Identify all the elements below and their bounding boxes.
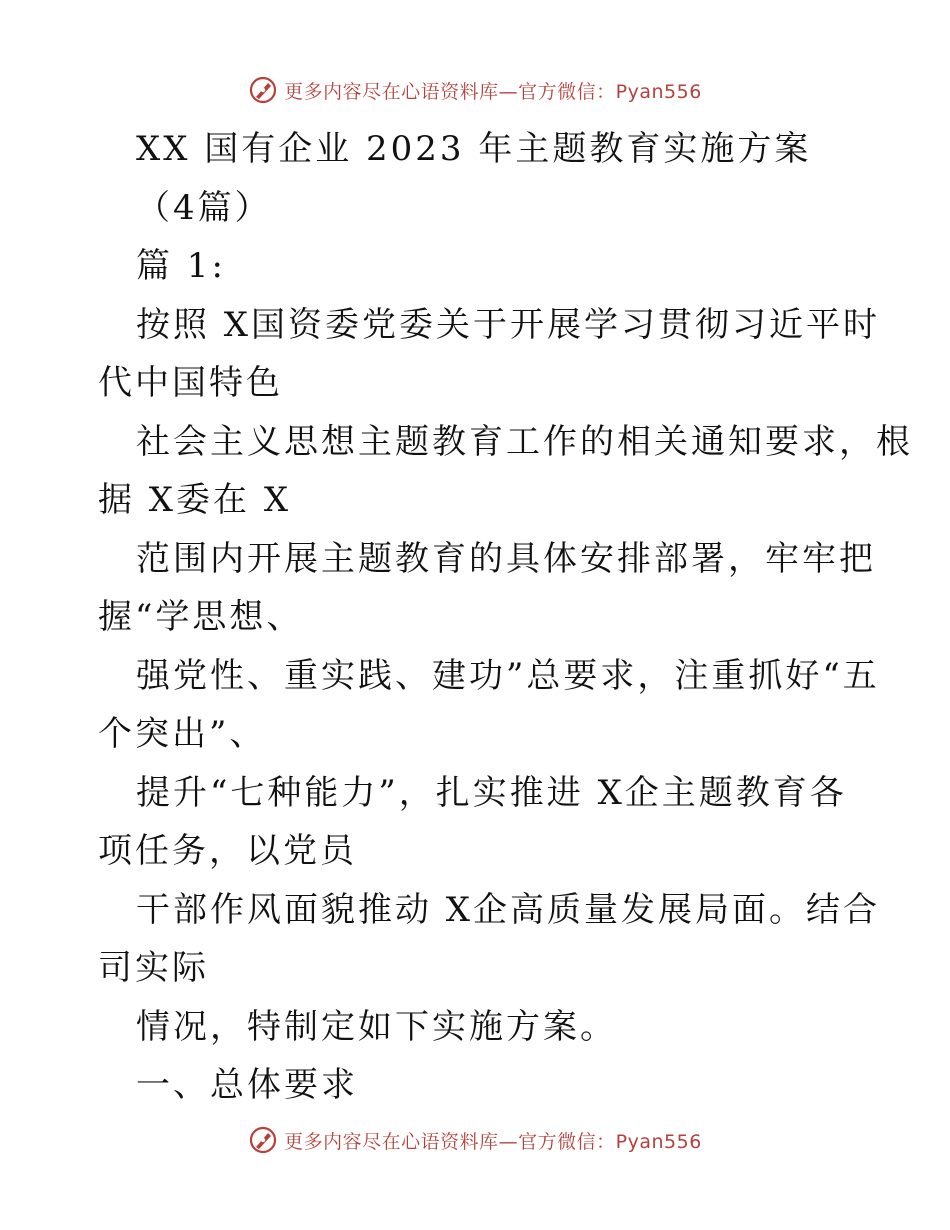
paragraph-line: 提升“七种能力”，扎实推进 X企主题教育各 xyxy=(136,772,847,813)
paragraph-line: 项任务，以党员 xyxy=(98,831,357,871)
paragraph-line: 按照 X国资委党委关于开展学习贯彻习近平时 xyxy=(136,304,881,345)
paragraph-line: 个突出”、 xyxy=(98,714,267,754)
paragraph-line: 代中国特色 xyxy=(98,363,283,403)
paragraph-line: 干部作风面貌推动 X企高质量发展局面。结合 xyxy=(136,889,881,930)
document-title: XX 国有企业 2023 年主题教育实施方案 xyxy=(136,129,812,169)
watermark-text: 更多内容尽在心语资料库—官方微信：Pyan556 xyxy=(284,1130,702,1153)
paragraph-line: 社会主义思想主题教育工作的相关通知要求，根 xyxy=(136,421,913,462)
paragraph-line: 强党性、重实践、建功”总要求，注重抓好“五 xyxy=(136,655,880,696)
watermark-text: 更多内容尽在心语资料库—官方微信：Pyan556 xyxy=(284,80,702,103)
header-watermark xyxy=(0,70,950,110)
paragraph-line: 握“学思想、 xyxy=(98,597,304,637)
section-heading: 一、总体要求 xyxy=(136,1065,358,1105)
document-body xyxy=(98,120,913,1115)
paragraph-line: 据 X委在 X xyxy=(98,480,292,520)
paragraph-line: 范围内开展主题教育的具体安排部署，牢牢把 xyxy=(136,538,876,579)
pen-logo-icon xyxy=(248,75,278,105)
paragraph-line: 情况，特制定如下实施方案。 xyxy=(136,1006,617,1047)
footer-watermark xyxy=(0,1120,950,1160)
paragraph-line: 司实际 xyxy=(98,948,209,988)
section-label: 篇 1: xyxy=(136,246,226,286)
document-subtitle: （4篇） xyxy=(136,187,272,228)
pen-logo-icon xyxy=(248,1125,278,1155)
